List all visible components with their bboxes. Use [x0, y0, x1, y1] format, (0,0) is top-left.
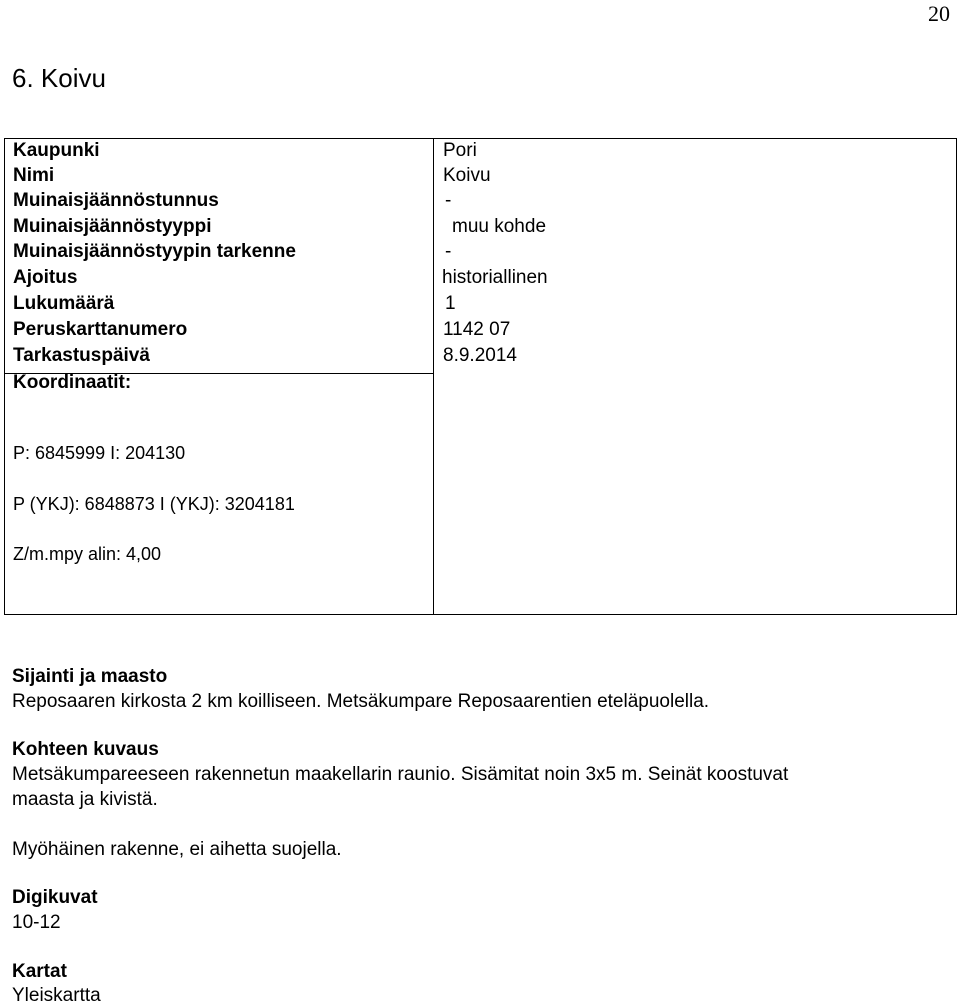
- photos-value: 10-12: [12, 912, 61, 933]
- table-row-kaupunki: [5, 140, 956, 165]
- row-label: Peruskarttanumero: [13, 319, 188, 340]
- row-label: Lukumäärä: [13, 293, 115, 314]
- description-text-line-2: maasta ja kivistä.: [12, 789, 158, 810]
- table-row-nimi: [5, 165, 956, 190]
- row-value: 1: [445, 293, 456, 314]
- site-info-table: [4, 138, 957, 615]
- page-number: 20: [928, 1, 950, 26]
- table-row-peruskarttanumero: [5, 319, 956, 344]
- row-label: Ajoitus: [13, 267, 78, 288]
- location-text: Reposaaren kirkosta 2 km koilliseen. Metsäkumpare Reposaarentien eteläpuolella.: [12, 691, 710, 712]
- coordinates-label: Koordinaatit:: [13, 372, 132, 393]
- location-heading: Sijainti ja maasto: [12, 666, 168, 687]
- photos-heading: Digikuvat: [12, 887, 98, 908]
- table-row-lukumaara: [5, 293, 956, 318]
- row-value: muu kohde: [452, 216, 547, 237]
- table-row-muinaisjaannostunnus: [5, 190, 956, 215]
- table-row-muinaisjaannostyyppi: [5, 216, 956, 241]
- row-value: 8.9.2014: [443, 345, 517, 366]
- maps-value: Yleiskartta: [12, 985, 101, 1006]
- row-value: -: [445, 241, 452, 262]
- row-value: 1142 07: [443, 319, 511, 340]
- row-value: -: [445, 190, 452, 211]
- table-row-tarkastuspaiva: [5, 345, 956, 370]
- row-label: Muinaisjäännöstunnus: [13, 190, 219, 211]
- row-label: Nimi: [13, 165, 55, 186]
- maps-heading: Kartat: [12, 961, 67, 982]
- assessment-text: Myöhäinen rakenne, ei aihetta suojella.: [12, 839, 342, 860]
- row-label: Muinaisjäännöstyyppi: [13, 216, 212, 237]
- description-heading: Kohteen kuvaus: [12, 739, 159, 760]
- table-row-koordinaatit: [5, 372, 956, 397]
- description-text-line-1: Metsäkumpareeseen rakennetun maakellarin raunio. Sisämitat noin 3x5 m. Seinät koostuvat: [12, 764, 789, 785]
- row-label: Tarkastuspäivä: [13, 345, 150, 366]
- coordinates-line-1: P: 6845999 I: 204130: [13, 443, 186, 463]
- site-heading: 6. Koivu: [12, 63, 106, 93]
- row-label: Kaupunki: [13, 140, 100, 161]
- coordinates-line-3: Z/m.mpy alin: 4,00: [13, 544, 162, 564]
- row-label: Muinaisjäännöstyypin tarkenne: [13, 241, 296, 262]
- table-row-tarkenne: [5, 241, 956, 266]
- table-row-ajoitus: [5, 267, 956, 292]
- row-value: historiallinen: [442, 267, 548, 288]
- row-value: Pori: [443, 140, 477, 161]
- row-value: Koivu: [443, 165, 491, 186]
- coordinates-line-2: P (YKJ): 6848873 I (YKJ): 3204181: [13, 494, 295, 514]
